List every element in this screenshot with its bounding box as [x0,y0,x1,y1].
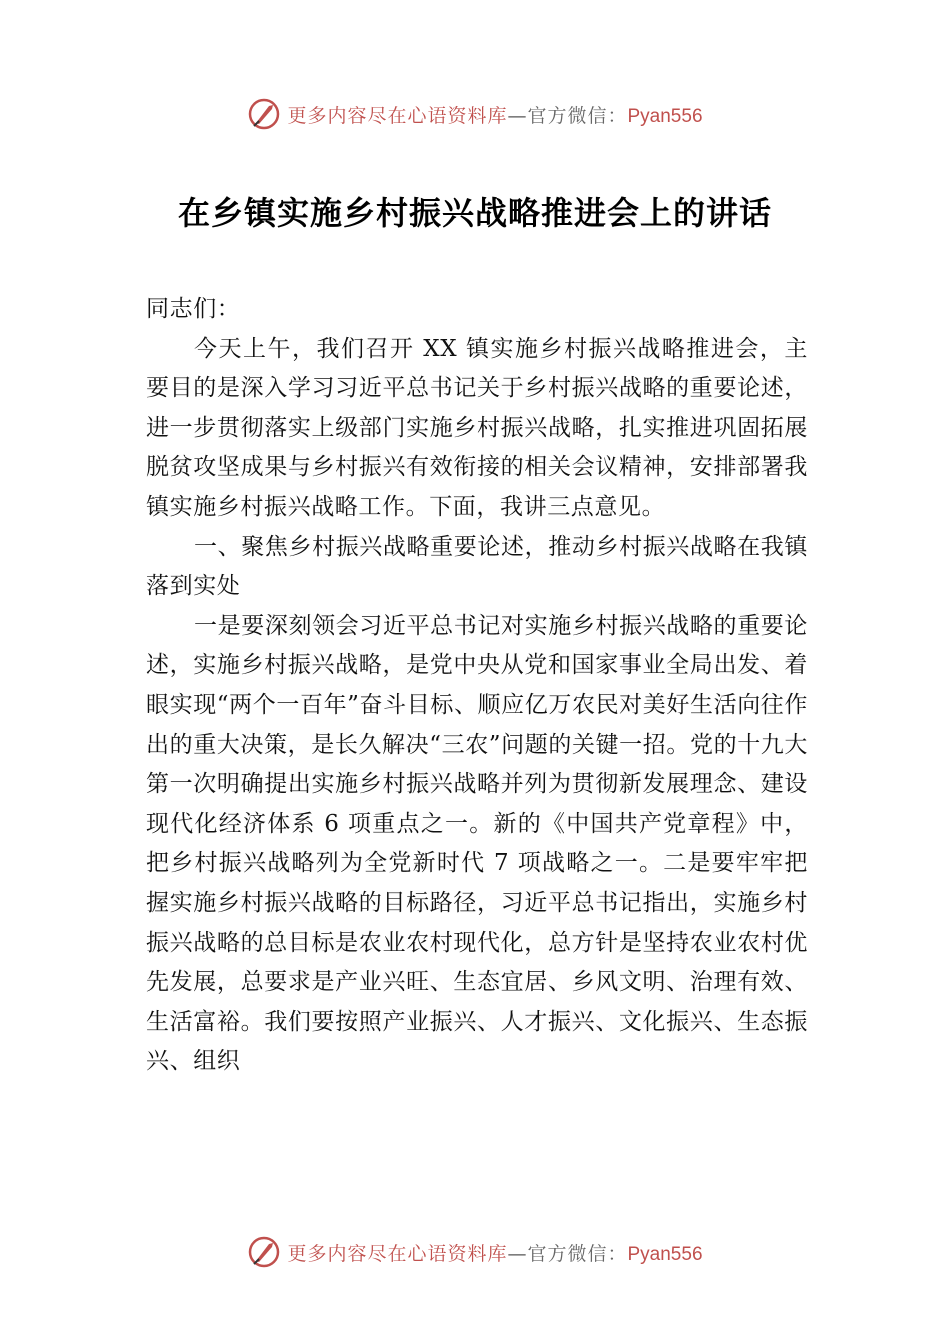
footer-watermark [0,1234,950,1270]
paragraph-intro: 今天上午，我们召开 XX 镇实施乡村振兴战略推进会，主要目的是深入学习习近平总书记关于乡村振兴战略的重要论述，进一步贯彻落实上级部门实施乡村振兴战略，扎实推进巩固拓展脱贫攻坚成果与乡村振兴有效衔接的相关会议精神，安排部署我镇实施乡村振兴战略工作。下面，我讲三点意见。 [146,335,808,520]
section-heading-1: 一、聚焦乡村振兴战略重要论述，推动乡村振兴战略在我镇落到实处 [146,533,808,600]
paragraph-body-1: 一是要深刻领会习近平总书记对实施乡村振兴战略的重要论述，实施乡村振兴战略，是党中央从党和国家事业全局出发、着眼实现“两个一百年”奋斗目标、顺应亿万农民对美好生活向往作出的重大决策，是长久解决“三农”问题的关键一招。党的十九大第一次明确提出实施乡村振兴战略并列为贯彻新发展理念、建设现代化经济体系 6 项重点之一。新的《中国共产党章程》中，把乡村振兴战略列为全党新时代 7 项战略之一。二是要牢牢把握实施乡村振兴战略的目标路径，习近平总书记指出，实施乡村振兴战略的总目标是农业农村现代化，总方针是坚持农业农村优先发展，总要求是产业兴旺、生态宜居、乡风文明、治理有效、生活富裕。我们要按照产业振兴、人才振兴、文化振兴、生态振兴、组织 [146,612,808,1075]
document-title: 在乡镇实施乡村振兴战略推进会上的讲话 [177,194,772,232]
greeting: 同志们： [146,296,241,322]
header-watermark [0,96,950,132]
watermark-account: Pyan556 [627,1243,703,1265]
watermark-account: Pyan556 [627,105,703,127]
watermark-separator: — [507,104,528,127]
watermark-main: 更多内容尽在心语资料库 [287,104,508,127]
document-body [146,290,808,1082]
quill-logo-icon [247,1235,281,1269]
watermark-wechat-label: 官方微信： [527,104,628,127]
watermark-wechat-label: 官方微信： [527,1242,628,1265]
watermark-text [287,1239,702,1266]
watermark-text [287,101,702,128]
watermark-main: 更多内容尽在心语资料库 [287,1242,508,1265]
watermark-separator: — [507,1242,528,1265]
quill-logo-icon [247,97,281,131]
